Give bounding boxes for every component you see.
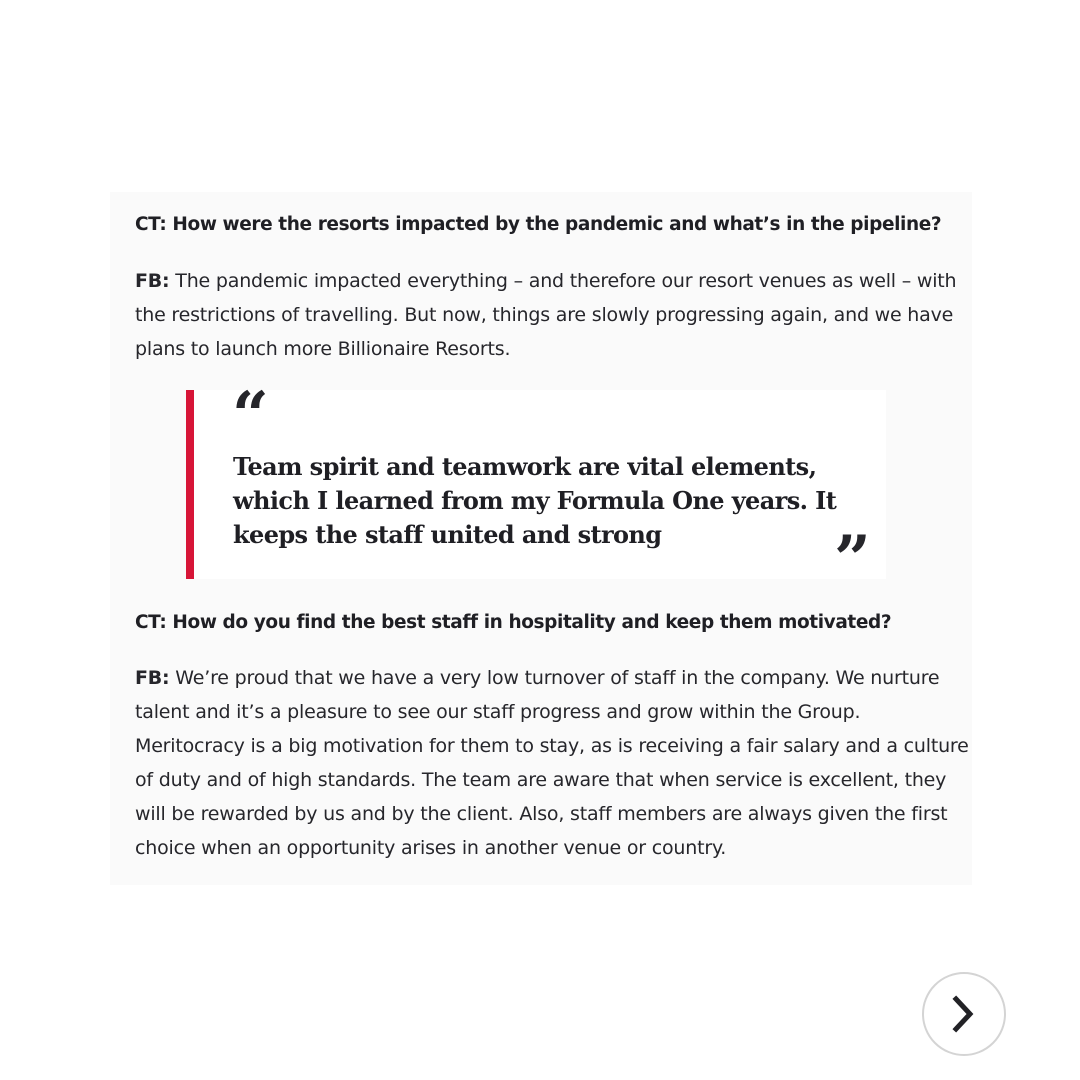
interview-question: CT: How were the resorts impacted by the pandemic and what’s in the pipeline? <box>135 214 942 235</box>
interview-answer: FB: The pandemic impacted everything – and therefore our resort venues as well – with the restrictions of travelling. But now, things are slowly progressing again, and we have plans to launch more Billionaire Resorts. <box>135 270 957 360</box>
pull-quote <box>186 378 886 597</box>
quote-accent-bar <box>186 390 194 579</box>
speaker-label: FB: <box>135 270 170 292</box>
open-quote-icon: “ <box>232 378 269 453</box>
next-slide-button[interactable] <box>922 972 1006 1056</box>
close-quote-icon: ” <box>834 522 871 597</box>
interview-question: CT: How do you find the best staff in hospitality and keep them motivated? <box>135 612 892 633</box>
speaker-label: FB: <box>135 667 170 689</box>
interview-answer: FB: We’re proud that we have a very low turnover of staff in the company. We nurture talent and it’s a pleasure to see our staff progress and grow within the Group. Meritocracy is a big motivation for them to stay, as is receiving a fair salary and a culture of duty and of high standards. The team are aware that when service is excellent, they will be rewarded by us and by the client. Also, staff members are always given the first choice when an opportunity arises in another venue or country. <box>135 667 969 859</box>
chevron-right-icon <box>949 994 979 1034</box>
pull-quote-text: Team spirit and teamwork are vital elements, which I learned from my Formula One years. It keeps the staff united and strong <box>233 452 837 549</box>
